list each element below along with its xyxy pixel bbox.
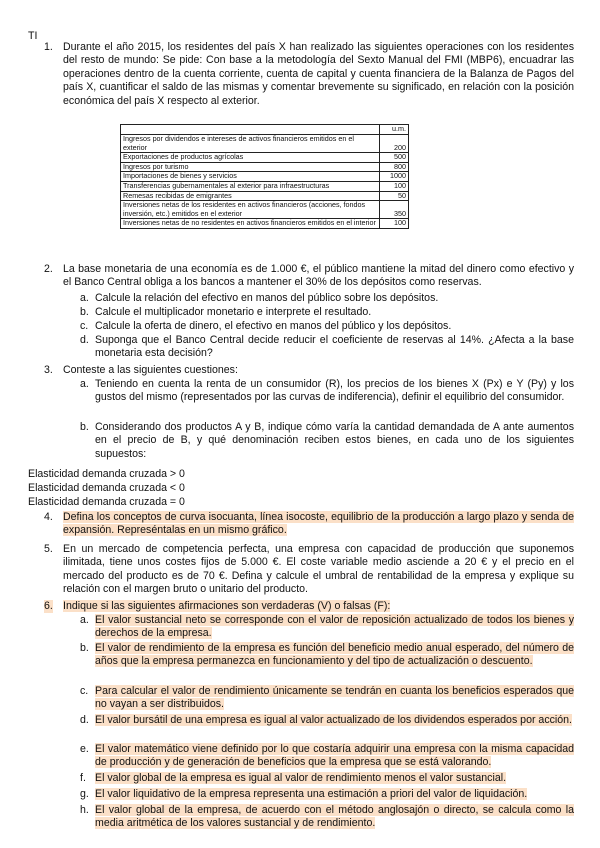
question-3-a: a. Teniendo en cuenta la renta de un consumidor (R), los precios de los bienes X (Px) e Y (Py) y los gustos del mismo (representados por las curvas de indiferencia), definir el equilibrio del consumidor. bbox=[80, 378, 574, 404]
question-2-b: b. Calcule el multiplicador monetario e interprete el resultado. bbox=[80, 306, 372, 318]
elasticity-negative: Elasticidad demanda cruzada < 0 bbox=[28, 482, 185, 494]
elasticity-positive: Elasticidad demanda cruzada > 0 bbox=[28, 468, 185, 480]
question-number: 4. bbox=[44, 511, 53, 523]
question-4 bbox=[44, 511, 574, 538]
table-header-unit: u.m. bbox=[380, 125, 409, 135]
question-5 bbox=[44, 543, 574, 597]
question-text: La base monetaria de una economía es de 1.000 €, el público mantiene la mitad del dinero como efectivo y el Banco Central obliga a los bancos a mantener el 30% de los depósitos como reservas. bbox=[63, 263, 574, 289]
table-row: Importaciones de bienes y servicios 1000 bbox=[121, 172, 409, 182]
table-row: Ingresos por turismo 800 bbox=[121, 162, 409, 172]
table-row: Transferencias gubernamentales al exterior para infraestructuras 100 bbox=[121, 181, 409, 191]
question-6-c: c. Para calcular el valor de rendimiento únicamente se tendrán en cuanta los beneficios esperados que no vayan a ser distribuidos. bbox=[80, 685, 574, 711]
question-6-f: f. El valor global de la empresa es igual al valor de rendimiento menos el valor sustancial. bbox=[80, 772, 507, 784]
question-text: Durante el año 2015, los residentes del país X han realizado las siguientes operaciones con los residentes del resto de mundo: Se pide: Con base a la metodología del Sexto Manual del FMI (MBP6), encuadrar las operaciones dentro de la cuenta corriente, cuenta de capital y cuenta financiera de la Balanza de Pagos del país X, cuantificar el saldo de las mismas y comentar brevemente su significado, en relación con la posición económica del país X respecto al exterior. bbox=[63, 41, 574, 107]
question-1 bbox=[44, 41, 574, 108]
question-text: En un mercado de competencia perfecta, una empresa con capacidad de producción que suponemos ilimitada, tiene unos costes fijos de 5.000 €. El coste variable medio asciende a 20 € y el precio en el mercado del producto es de 70 €. Defina y calcule el umbral de rentabilidad de la empresa y explique su relación con el margen bruto o unitario del producto. bbox=[63, 543, 574, 596]
table-row: Remesas recibidas de emigrantes 50 bbox=[121, 191, 409, 201]
question-2-a: a. Calcule la relación del efectivo en manos del público sobre los depósitos. bbox=[80, 292, 439, 304]
question-6-h: h. El valor global de la empresa, de acuerdo con el método anglosajón o directo, se calcula como la media aritmética de los valores sustancial y de rendimiento. bbox=[80, 804, 574, 830]
question-number: 1. bbox=[44, 41, 53, 53]
question-2-d: d. Suponga que el Banco Central decide reducir el coeficiente de reservas al 14%. ¿Afecta a la base monetaria esta decisión? bbox=[80, 334, 574, 360]
question-text: Defina los conceptos de curva isocuanta, línea isocoste, equilibrio de la producción a largo plazo y senda de expansión. Represéntalas en un mismo gráfico. bbox=[63, 511, 574, 537]
question-number: 6. bbox=[44, 600, 53, 612]
question-3 bbox=[44, 364, 574, 377]
table-row: Inversiones netas de los residentes en activos financieros (acciones, fondos inversión, etc.) emitidos en el exterior 350 bbox=[121, 201, 409, 219]
question-number: 2. bbox=[44, 263, 53, 275]
question-text: Indique si las siguientes afirmaciones son verdaderas (V) o falsas (F): bbox=[63, 600, 391, 612]
question-6-d: d. El valor bursátil de una empresa es igual al valor actualizado de los dividendos esperados por acción. bbox=[80, 714, 572, 726]
table-row: Inversiones netas de no residentes en activos financieros emitidos en el interior 100 bbox=[121, 219, 409, 229]
header-label: TI bbox=[28, 30, 38, 42]
question-6-b: b. El valor de rendimiento de la empresa es función del beneficio medio anual esperado, del número de años que la empresa permanezca en funcionamiento y del tipo de actualización o descuento. bbox=[80, 642, 574, 668]
question-number: 3. bbox=[44, 364, 53, 376]
elasticity-zero: Elasticidad demanda cruzada = 0 bbox=[28, 496, 185, 508]
question-6 bbox=[44, 600, 574, 613]
question-6-a: a. El valor sustancial neto se corresponde con el valor de reposición actualizado de todos los bienes y derechos de la empresa. bbox=[80, 614, 574, 640]
operations-table bbox=[120, 124, 409, 229]
table-row: Ingresos por dividendos e intereses de activos financieros emitidos en el exterior 200 bbox=[121, 135, 409, 153]
question-text: Conteste a las siguientes cuestiones: bbox=[63, 364, 238, 376]
question-number: 5. bbox=[44, 543, 53, 555]
table-header-label bbox=[121, 125, 380, 135]
question-2 bbox=[44, 263, 574, 290]
question-3-b: b. Considerando dos productos A y B, indique cómo varía la cantidad demandada de A ante aumentos en el precio de B, y qué denominación reciben estos bienes, en cada uno de los siguientes supuestos: bbox=[80, 421, 574, 460]
question-2-c: c. Calcule la oferta de dinero, el efectivo en manos del público y los depósitos. bbox=[80, 320, 452, 332]
question-6-g: g. El valor liquidativo de la empresa representa una estimación a priori del valor de liquidación. bbox=[80, 788, 528, 800]
table-row: Exportaciones de productos agrícolas 500 bbox=[121, 153, 409, 163]
question-6-e: e. El valor matemático viene definido por lo que costaría adquirir una empresa con la misma capacidad de producción y de generación de beneficios que la empresa que se está valorando. bbox=[80, 743, 574, 769]
